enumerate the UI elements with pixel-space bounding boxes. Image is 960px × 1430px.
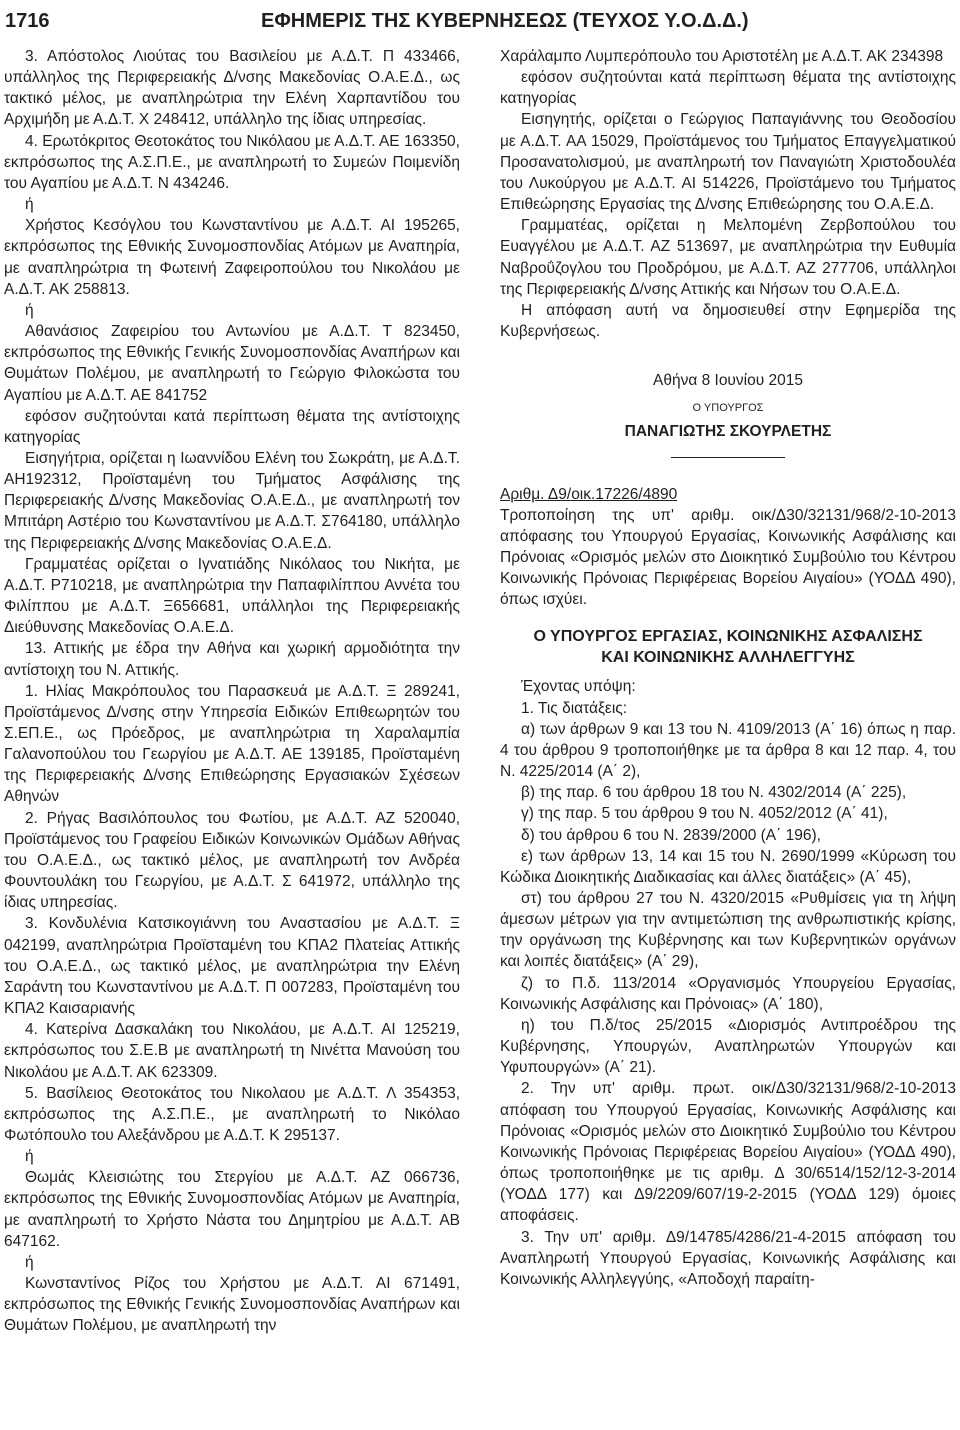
paragraph: εφόσον συζητούνται κατά περίπτωση θέματα της αντίστοιχης κατηγορίας — [4, 407, 460, 446]
paragraph: Κωνσταντίνος Ρίζος του Χρήστου με Α.Δ.Τ. ΑΙ 671491, εκπρόσωπος της Εθνικής Γενικής Συνομοσπονδίας Αναπήρων και Θυμάτων Πολέμου, με αναπληρωτή την — [4, 1275, 460, 1335]
paragraph: Γραμματέας ορίζεται ο Ιγνατιάδης Νικόλαος του Νικήτα, με Α.Δ.Τ. Ρ710218, με αναπληρώτρια την Παπαφιλίππου Αννέτα του Φιλίππου με Α.Δ.Τ. Ξ656681, υπάλληλοι της Περιφερειακής Διεύθυνσης Μακεδονίας Ο.Α.Ε.Δ. — [4, 555, 460, 637]
paragraph: 3. Απόστολος Λιούτας του Βασιλείου με Α.Δ.Τ. Π 433466, υπάλληλος της Περιφερειακής Δ/νσης Μακεδονίας Ο.Α.Ε.Δ., ως τακτικό μέλος, με αναπληρώτρια την Ελένη Χαρπαντίδου του Αρχιμήδη με Α.Δ.Τ. Χ 248412, υπάλληλο της ίδιας υπηρεσίας. — [4, 48, 460, 129]
signature-role: Ο ΥΠΟΥΡΓΟΣ — [692, 402, 764, 415]
paragraph: Χαράλαμπο Λυμπερόπουλο του Αριστοτέλη με Α.Δ.Τ. ΑΚ 234398 — [500, 48, 944, 65]
left-column — [4, 46, 460, 1337]
list-item: ε) των άρθρων 13, 14 και 15 του Ν. 2690/1999 «Κύρωση του Κώδικα Διοικητικής Διαδικασίας και άλλες διατάξεις» (Α΄ 45), — [500, 847, 956, 886]
right-column — [500, 46, 956, 1290]
paragraph: 3. Κονδυλένια Κατσικογιάννη του Αναστασίου με Α.Δ.Τ. Ξ 042199, αναπληρώτρια Προϊσταμένη του ΚΠΑ2 Πλατείας Αττικής του Ο.Α.Ε.Δ., ως τακτικό μέλος, με αναπληρώτρια την Ελένη Σαράντη του Κωνσταντίνου με Α.Δ.Τ. Π 007283, Προϊσταμένη του ΚΠΑ2 Καισαριανής — [4, 915, 460, 1018]
list-item: 1. Τις διατάξεις: — [521, 699, 628, 717]
minister-heading-line1: Ο ΥΠΟΥΡΓΟΣ ΕΡΓΑΣΙΑΣ, ΚΟΙΝΩΝΙΚΗΣ ΑΣΦΑΛΙΣΗΣ — [533, 628, 923, 646]
paragraph: εφόσον συζητούνται κατά περίπτωση θέματα της αντίστοιχης κατηγορίας — [500, 69, 956, 108]
paragraph: Θωμάς Κλεισιώτης του Στεργίου με Α.Δ.Τ. ΑΖ 066736, εκπρόσωπος της Εθνικής Συνομοσπονδίας Ατόμων με Αναπηρία, με αναπληρωτή το Χρήστο Νάστα του Δημητρίου με Α.Δ.Τ. ΑΒ 647162. — [4, 1169, 460, 1250]
paragraph: 2. Ρήγας Βασιλόπουλος του Φωτίου, με Α.Δ.Τ. ΑΖ 520040, Προϊστάμενος του Γραφείου Ειδικών Κοινωνικών Ομάδων Αθήνας του Ο.Α.Ε.Δ., ως τακτικό μέλος, με αναπληρωτή τον Ανδρέα Φουντουλάκη του Γεωργίου, με Α.Δ.Τ. Σ 641972, υπάλληλο της ίδιας υπηρεσίας. — [4, 809, 460, 912]
or-separator: ή — [25, 1253, 34, 1271]
list-item: δ) του άρθρου 6 του Ν. 2839/2000 (Α΄ 196), — [521, 826, 821, 844]
list-item: γ) της παρ. 5 του άρθρου 9 του Ν. 4052/2012 (Α΄ 41), — [521, 805, 888, 823]
paragraph: Εισηγητής, ορίζεται ο Γεώργιος Παπαγιάννης του Θεοδοσίου με Α.Δ.Τ. ΑΑ 15029, Προϊστάμενος του Τμήματος Επαγγελματικού Προσανατολισμού, με αναπληρωτή τον Παναγιώτη Χριστοδουλέα του Λυκούργου με Α.Δ.Τ. ΑΙ 514226, Προϊστάμενο του Τμήματος Επιθεώρησης Εργασίας της Δ/νσης Επιθεώρησης του Ο.Α.Ε.Δ. — [500, 111, 956, 214]
gazette-title: ΕΦΗΜΕΡΙΣ ΤΗΣ ΚΥΒΕΡΝΗΣΕΩΣ (ΤΕΥΧΟΣ Υ.Ο.Δ.Δ.) — [261, 10, 749, 32]
or-separator: ή — [25, 1148, 34, 1166]
paragraph: 13. Αττικής με έδρα την Αθήνα και χωρική αρμοδιότητα την αντίστοιχη του Ν. Αττικής. — [4, 640, 460, 679]
list-item: ζ) το Π.δ. 113/2014 «Οργανισμός Υπουργείου Εργασίας, Κοινωνικής Ασφάλισης και Πρόνοιας» (Α΄ 180), — [500, 974, 956, 1013]
list-item: α) των άρθρων 9 και 13 του Ν. 4109/2013 (Α΄ 16) όπως η παρ. 4 του άρθρου 9 τροποποιήθηκε με τα άρθρα 8 και 12 παρ. 4, του Ν. 4225/2014 (Α΄ 2), — [500, 720, 956, 781]
decision-subject: Τροποποίηση της υπ' αριθμ. οικ/Δ30/32131/968/2-10-2013 απόφασης του Υπουργού Εργασίας, Κοινωνικής Ασφάλισης και Πρόνοιας «Ορισμός μελών στο Διοικητικό Συμβούλιο του Κέντρου Κοινωνικής Πρόνοιας Περιφέρειας Βορείου Αιγαίου» (ΥΟΔΔ 490), όπως ισχύει. — [500, 506, 956, 609]
paragraph: Γραμματέας, ορίζεται η Μελπομένη Ζερβοπούλου του Ευαγγέλου με Α.Δ.Τ. ΑΖ 513697, με αναπληρώτρια την Ευθυμία Ναβροΰζογλου του Προδρόμου, με Α.Δ.Τ. ΑΖ 277706, υπάλληλοι της Περιφερειακής Δ/νσης Αττικής και Νήσων του Ο.Α.Ε.Δ. — [500, 217, 956, 298]
divider — [671, 457, 785, 458]
paragraph: Η απόφαση αυτή να δημοσιευθεί στην Εφημερίδα της Κυβερνήσεως. — [500, 301, 956, 341]
signature-block — [500, 370, 956, 457]
having-regard: Έχοντας υπόψη: — [521, 678, 636, 696]
signature-date: Αθήνα 8 Ιουνίου 2015 — [652, 372, 803, 390]
list-item: 2. Την υπ' αριθμ. πρωτ. οικ/Δ30/32131/968/2-10-2013 απόφαση του Υπουργού Εργασίας, Κοινωνικής Ασφάλισης και Πρόνοιας «Ορισμός μελών στο Διοικητικό Συμβούλιο του Κέντρου Κοινωνικής Πρόνοιας Περιφέρειας Βορείου Αιγαίου» (ΥΟΔΔ 490), όπως τροποποιήθηκε με τις αριθμ. Δ 30/6514/152/12-3-2014 (ΥΟΔΔ 177) και Δ9/2209/607/19-2-2015 (ΥΟΔΔ 129) όμοιες αποφάσεις. — [500, 1080, 956, 1225]
page-header — [5, 6, 955, 36]
minister-heading — [500, 626, 956, 668]
paragraph: 5. Βασίλειος Θεοτοκάτος του Νικολαου με Α.Δ.Τ. Λ 354353, εκπρόσωπος της Α.Σ.Π.Ε., με αναπληρωτή το Νικόλαο Φωτόπουλο του Αλεξάνδρου με Α.Δ.Τ. Κ 295137. — [4, 1084, 460, 1144]
signature-name: ΠΑΝΑΓΙΩΤΗΣ ΣΚΟΥΡΛΕΤΗΣ — [624, 423, 832, 441]
paragraph: 1. Ηλίας Μακρόπουλος του Παρασκευά με Α.Δ.Τ. Ξ 289241, Προϊστάμενος Δ/νσης στην Υπηρεσία Ειδικών Επιθεωρητών του Σ.ΕΠ.Ε., ως Πρόεδρος, με αναπληρώτρια τη Χαραλαμπία Γαλανοπούλου του Γεωργίου με Α.Δ.Τ. ΑΕ 139185, Προϊσταμένη της Περιφερειακής Δ/νσης Επιθεώρησης Εργασιακών Σχέσεων Αθηνών — [4, 682, 460, 806]
list-item: β) της παρ. 6 του άρθρου 18 του Ν. 4302/2014 (Α΄ 225), — [521, 784, 907, 802]
decision-number: Αριθμ. Δ9/οικ.17226/4890 — [500, 485, 678, 503]
paragraph: Χρήστος Κεσόγλου του Κωνσταντίνου με Α.Δ.Τ. ΑΙ 195265, εκπρόσωπος της Εθνικής Συνομοσπονδίας Ατόμων με Αναπηρία, με αναπληρώτρια τη Φωτεινή Ζαφειροπούλου του Νικολάου με Α.Δ.Τ. ΑΚ 258813. — [4, 217, 460, 298]
page-number: 1716 — [5, 10, 50, 32]
paragraph: Αθανάσιος Ζαφειρίου του Αντωνίου με Α.Δ.Τ. Τ 823450, εκπρόσωπος της Εθνικής Γενικής Συνομοσπονδίας Αναπήρων και Θυμάτων Πολέμου, με αναπληρωτή το Γεώργιο Φιλοκώστα του Αγαπίου με Α.Δ.Τ. ΑΕ 841752 — [4, 323, 460, 404]
or-separator: ή — [25, 301, 34, 319]
list-item: στ) του άρθρου 27 του Ν. 4320/2015 «Ρυθμίσεις για τη λήψη άμεσων μέτρων για την αντιμετώπιση της ανθρωπιστικής κρίσης, την οργάνωση της Κυβέρνησης και των Κυβερνητικών οργάνων και λοιπές διατάξεις» (Α΄ 29), — [500, 890, 956, 971]
minister-heading-line2: ΚΑΙ ΚΟΙΝΩΝΙΚΗΣ ΑΛΛΗΛΕΓΓΥΗΣ — [601, 649, 855, 667]
paragraph: 4. Ερωτόκριτος Θεοτοκάτος του Νικόλαου με Α.Δ.Τ. ΑΕ 163350, εκπρόσωπος της Α.Σ.Π.Ε., με αναπληρωτή το Συμεών Ποιμενίδη του Αγαπίου με Α.Δ.Τ. Ν 434246. — [4, 132, 460, 192]
paragraph: Εισηγήτρια, ορίζεται η Ιωαννίδου Ελένη του Σωκράτη, με Α.Δ.Τ. ΑΗ192312, Προϊσταμένη του Τμήματος Ασφάλισης της Περιφερειακής Δ/νσης Μακεδονίας Ο.Α.Ε.Δ., με αναπληρωτή τον Μπιτάρη Αστέριο του Κωνσταντίνου με Α.Δ.Τ. Σ764180, υπάλληλο της Περιφερειακής Δ/νσης Μακεδονίας Ο.Α.Ε.Δ. — [4, 449, 460, 552]
list-item: 3. Την υπ' αριθμ. Δ9/14785/4286/21-4-2015 απόφαση του Αναπληρωτή Υπουργού Εργασίας, Κοινωνικής Ασφάλισης και Κοινωνικής Αλληλεγγύης, «Αποδοχή παραίτη- — [500, 1228, 956, 1288]
or-separator: ή — [25, 196, 34, 214]
list-item: η) του Π.δ/τος 25/2015 «Διορισμός Αντιπροέδρου της Κυβέρνησης, Υπουργών, Αναπληρωτών Υπουργών και Υφυπουργών» (Α΄ 21). — [500, 1016, 956, 1077]
paragraph: 4. Κατερίνα Δασκαλάκη του Νικολάου, με Α.Δ.Τ. ΑΙ 125219, εκπρόσωπος του Σ.Ε.Β με αναπληρωτή τη Νινέττα Μανούση του Νικολάου με Α.Δ.Τ. ΑΚ 623309. — [4, 1021, 460, 1081]
decision-reference — [500, 484, 956, 505]
